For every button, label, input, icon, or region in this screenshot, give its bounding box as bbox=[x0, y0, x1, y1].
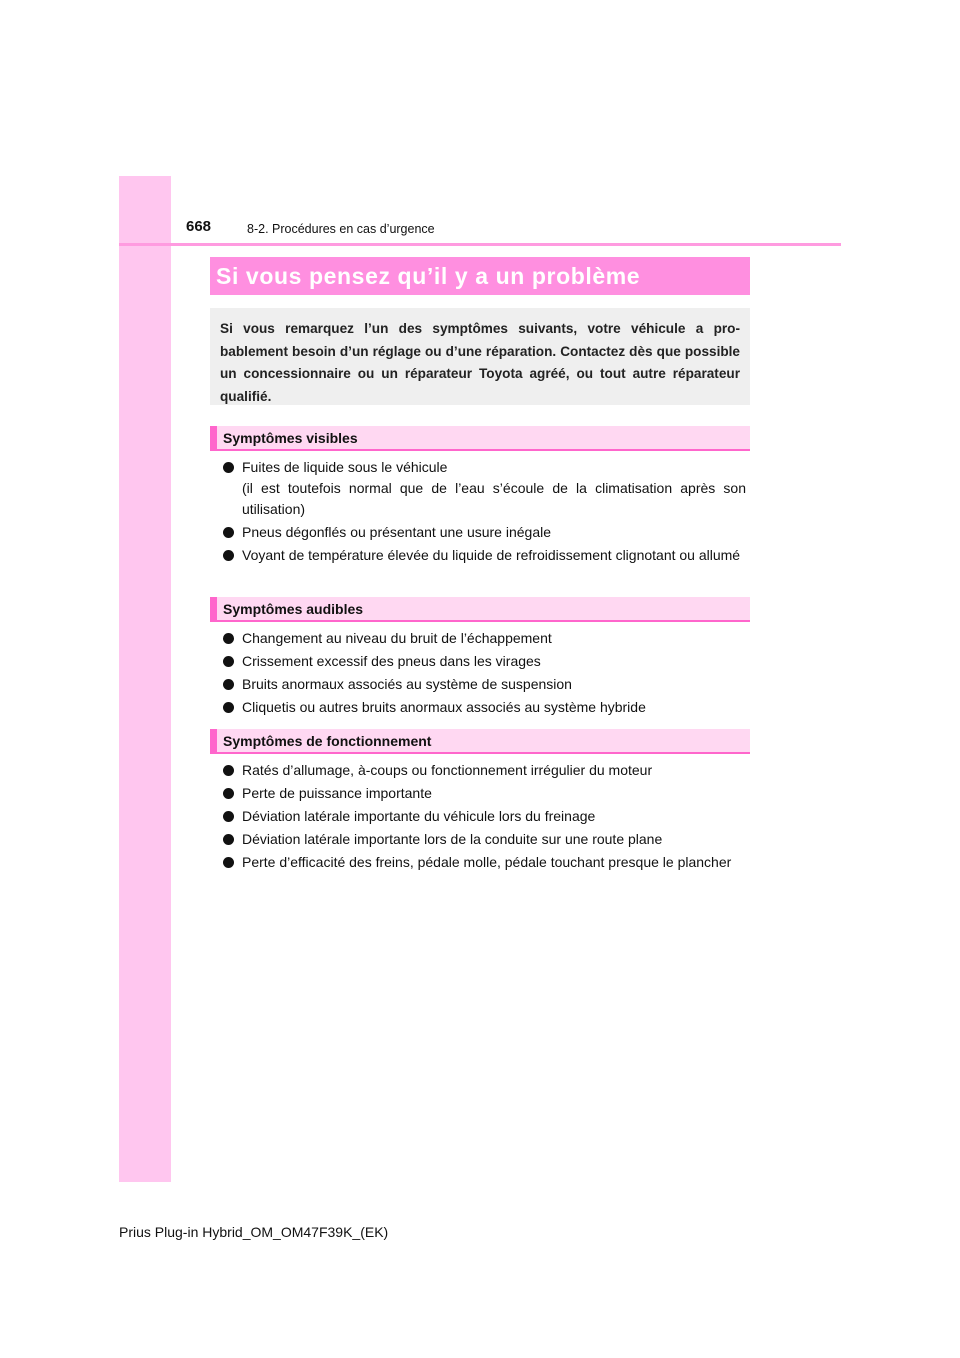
list-item-text: Voyant de température élevée du liquide de refroidissement clignotant ou allumé bbox=[242, 547, 741, 563]
list-item-text: Fuites de liquide sous le véhicule bbox=[242, 459, 448, 475]
page-number: 668 bbox=[186, 218, 212, 235]
intro-box bbox=[210, 308, 750, 405]
list-item-text: Déviation latérale importante lors de la conduite sur une route plane bbox=[242, 831, 663, 847]
list-item bbox=[222, 522, 746, 543]
intro-text: Si vous remarquez l’un des symptômes suivants, votre véhicule a pro-bablement besoin d’un réglage ou d’une réparation. Contactez dès que possible un concessionnaire ou un réparateur Toyota agréé, ou tout autre réparateur qualifié. bbox=[220, 321, 740, 404]
heading-audible-symptoms bbox=[210, 597, 750, 622]
bullet-icon bbox=[223, 527, 234, 538]
heading-operating-symptoms bbox=[210, 729, 750, 754]
list-item bbox=[222, 651, 746, 672]
list-item-text: Déviation latérale importante du véhicule lors du freinage bbox=[242, 808, 596, 824]
list-item-subtext: (il est toutefois normal que de l’eau s’écoule de la climatisation après son utilisation) bbox=[242, 480, 746, 517]
section-heading: Symptômes visibles bbox=[223, 429, 358, 446]
list-item bbox=[222, 806, 746, 827]
bullet-icon bbox=[223, 834, 234, 845]
list-item bbox=[222, 829, 746, 850]
bullet-icon bbox=[223, 462, 234, 473]
bullet-icon bbox=[223, 765, 234, 776]
list-item bbox=[222, 545, 746, 566]
list-item bbox=[222, 628, 746, 649]
bullet-icon bbox=[223, 702, 234, 713]
section-heading: Symptômes audibles bbox=[223, 600, 364, 617]
list-item bbox=[222, 674, 746, 695]
footer-document-id: Prius Plug-in Hybrid_OM_OM47F39K_(EK) bbox=[119, 1224, 389, 1240]
section-title-bar bbox=[210, 257, 750, 295]
list-visible-symptoms bbox=[222, 457, 746, 568]
bullet-icon bbox=[223, 679, 234, 690]
side-tab-band bbox=[119, 176, 171, 1182]
list-operating-symptoms bbox=[222, 760, 746, 875]
list-item-text: Ratés d’allumage, à-coups ou fonctionnement irrégulier du moteur bbox=[242, 762, 653, 778]
list-item bbox=[222, 852, 746, 873]
bullet-icon bbox=[223, 550, 234, 561]
list-item-text: Perte de puissance importante bbox=[242, 785, 432, 801]
list-item-text: Bruits anormaux associés au système de suspension bbox=[242, 676, 572, 692]
list-item-text: Cliquetis ou autres bruits anormaux associés au système hybride bbox=[242, 699, 646, 715]
list-item-text: Changement au niveau du bruit de l’échappement bbox=[242, 630, 552, 646]
bullet-icon bbox=[223, 633, 234, 644]
chapter-title: 8-2. Procédures en cas d’urgence bbox=[247, 222, 435, 236]
list-item bbox=[222, 783, 746, 804]
bullet-icon bbox=[223, 857, 234, 868]
list-item bbox=[222, 697, 746, 718]
list-audible-symptoms bbox=[222, 628, 746, 720]
list-item-text: Pneus dégonflés ou présentant une usure inégale bbox=[242, 524, 552, 540]
list-item-text: Crissement excessif des pneus dans les virages bbox=[242, 653, 541, 669]
bullet-icon bbox=[223, 656, 234, 667]
list-item-text: Perte d’efficacité des freins, pédale molle, pédale touchant presque le plancher bbox=[242, 854, 732, 870]
section-heading: Symptômes de fonctionnement bbox=[223, 732, 432, 749]
page-title: Si vous pensez qu’il y a un problème bbox=[216, 262, 641, 289]
list-item bbox=[222, 457, 746, 520]
heading-visible-symptoms bbox=[210, 426, 750, 451]
header-rule bbox=[119, 243, 841, 246]
bullet-icon bbox=[223, 788, 234, 799]
bullet-icon bbox=[223, 811, 234, 822]
list-item bbox=[222, 760, 746, 781]
